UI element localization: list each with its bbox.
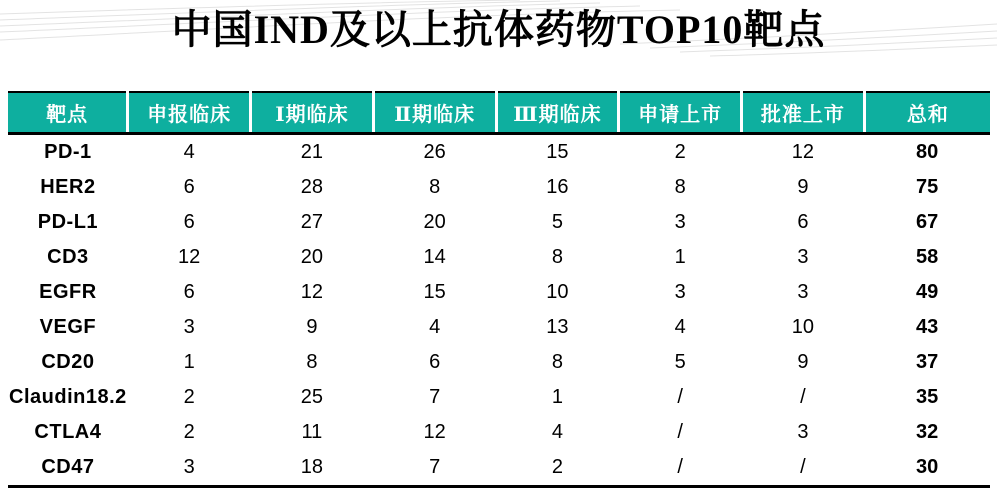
table-cell: 12 xyxy=(128,240,251,275)
table-cell: 20 xyxy=(251,240,374,275)
table-cell-target: CD47 xyxy=(8,450,128,487)
table-cell: 13 xyxy=(496,310,619,345)
table-cell: 5 xyxy=(619,345,742,380)
table-cell: / xyxy=(619,450,742,487)
table-row xyxy=(8,380,990,415)
table-cell: / xyxy=(619,380,742,415)
table-cell-target: PD-L1 xyxy=(8,205,128,240)
table-cell: 11 xyxy=(251,415,374,450)
table-cell-target: CTLA4 xyxy=(8,415,128,450)
table-cell: 8 xyxy=(496,345,619,380)
table-cell: 9 xyxy=(251,310,374,345)
column-header-phase1: Ⅰ期临床 xyxy=(251,92,374,134)
table-row xyxy=(8,240,990,275)
table-cell-target: HER2 xyxy=(8,170,128,205)
table-cell: 21 xyxy=(251,134,374,171)
table-cell: 3 xyxy=(128,450,251,487)
table-cell: 3 xyxy=(619,205,742,240)
table-row xyxy=(8,170,990,205)
table-row xyxy=(8,310,990,345)
column-header-ind-filed: 申报临床 xyxy=(128,92,251,134)
table-cell: 4 xyxy=(496,415,619,450)
table-cell-total: 67 xyxy=(864,205,990,240)
table-cell: 9 xyxy=(742,170,865,205)
table-cell: 6 xyxy=(128,205,251,240)
table-row xyxy=(8,415,990,450)
table-cell-target: CD20 xyxy=(8,345,128,380)
table-cell-target: VEGF xyxy=(8,310,128,345)
table-cell: 16 xyxy=(496,170,619,205)
header-row xyxy=(8,92,990,134)
table-cell-target: EGFR xyxy=(8,275,128,310)
table-cell: 12 xyxy=(251,275,374,310)
column-header-nda-filed: 申请上市 xyxy=(619,92,742,134)
table-cell: 20 xyxy=(373,205,496,240)
table-cell: 2 xyxy=(496,450,619,487)
table-cell: 6 xyxy=(742,205,865,240)
table-cell: 2 xyxy=(128,415,251,450)
table-row xyxy=(8,345,990,380)
table-cell: 15 xyxy=(373,275,496,310)
table-cell: 10 xyxy=(742,310,865,345)
table-row xyxy=(8,205,990,240)
table-cell: 12 xyxy=(373,415,496,450)
table-cell: 3 xyxy=(742,275,865,310)
table-cell-target: PD-1 xyxy=(8,134,128,171)
table-cell: 3 xyxy=(128,310,251,345)
table-cell: 9 xyxy=(742,345,865,380)
table-cell: 12 xyxy=(742,134,865,171)
table-cell: 26 xyxy=(373,134,496,171)
table-cell: 2 xyxy=(619,134,742,171)
page-title: 中国IND及以上抗体药物TOP10靶点 xyxy=(171,7,826,52)
targets-table-container xyxy=(8,91,990,488)
table-cell: 3 xyxy=(619,275,742,310)
table-cell: 8 xyxy=(251,345,374,380)
table-cell-total: 37 xyxy=(864,345,990,380)
table-cell: 3 xyxy=(742,240,865,275)
table-cell: 8 xyxy=(496,240,619,275)
column-header-approved: 批准上市 xyxy=(742,92,865,134)
table-cell: 2 xyxy=(128,380,251,415)
table-cell-total: 43 xyxy=(864,310,990,345)
table-row xyxy=(8,450,990,487)
column-header-target: 靶点 xyxy=(8,92,128,134)
table-cell: 4 xyxy=(619,310,742,345)
table-cell: 3 xyxy=(742,415,865,450)
table-cell-total: 49 xyxy=(864,275,990,310)
table-cell: / xyxy=(742,450,865,487)
table-cell: 8 xyxy=(373,170,496,205)
table-cell: 25 xyxy=(251,380,374,415)
table-cell: 4 xyxy=(373,310,496,345)
table-cell: 6 xyxy=(373,345,496,380)
table-row xyxy=(8,275,990,310)
table-cell: 1 xyxy=(619,240,742,275)
table-cell-total: 30 xyxy=(864,450,990,487)
table-cell: 7 xyxy=(373,380,496,415)
table-cell: 10 xyxy=(496,275,619,310)
table-cell-total: 35 xyxy=(864,380,990,415)
table-cell: 6 xyxy=(128,275,251,310)
table-cell-total: 75 xyxy=(864,170,990,205)
table-cell: 5 xyxy=(496,205,619,240)
column-header-total: 总和 xyxy=(864,92,990,134)
table-cell: / xyxy=(619,415,742,450)
table-row xyxy=(8,134,990,171)
table-cell: 15 xyxy=(496,134,619,171)
table-cell-total: 80 xyxy=(864,134,990,171)
table-cell: 28 xyxy=(251,170,374,205)
table-cell: / xyxy=(742,380,865,415)
table-cell: 4 xyxy=(128,134,251,171)
table-cell: 27 xyxy=(251,205,374,240)
table-cell: 14 xyxy=(373,240,496,275)
table-cell: 6 xyxy=(128,170,251,205)
column-header-phase2: Ⅱ期临床 xyxy=(373,92,496,134)
table-cell: 8 xyxy=(619,170,742,205)
table-cell: 1 xyxy=(496,380,619,415)
table-cell: 1 xyxy=(128,345,251,380)
table-cell: 7 xyxy=(373,450,496,487)
targets-table xyxy=(8,91,990,488)
column-header-phase3: Ⅲ期临床 xyxy=(496,92,619,134)
table-body xyxy=(8,134,990,487)
table-cell: 18 xyxy=(251,450,374,487)
table-header xyxy=(8,92,990,134)
table-cell-total: 32 xyxy=(864,415,990,450)
table-cell-target: CD3 xyxy=(8,240,128,275)
table-cell-target: Claudin18.2 xyxy=(8,380,128,415)
table-cell-total: 58 xyxy=(864,240,990,275)
